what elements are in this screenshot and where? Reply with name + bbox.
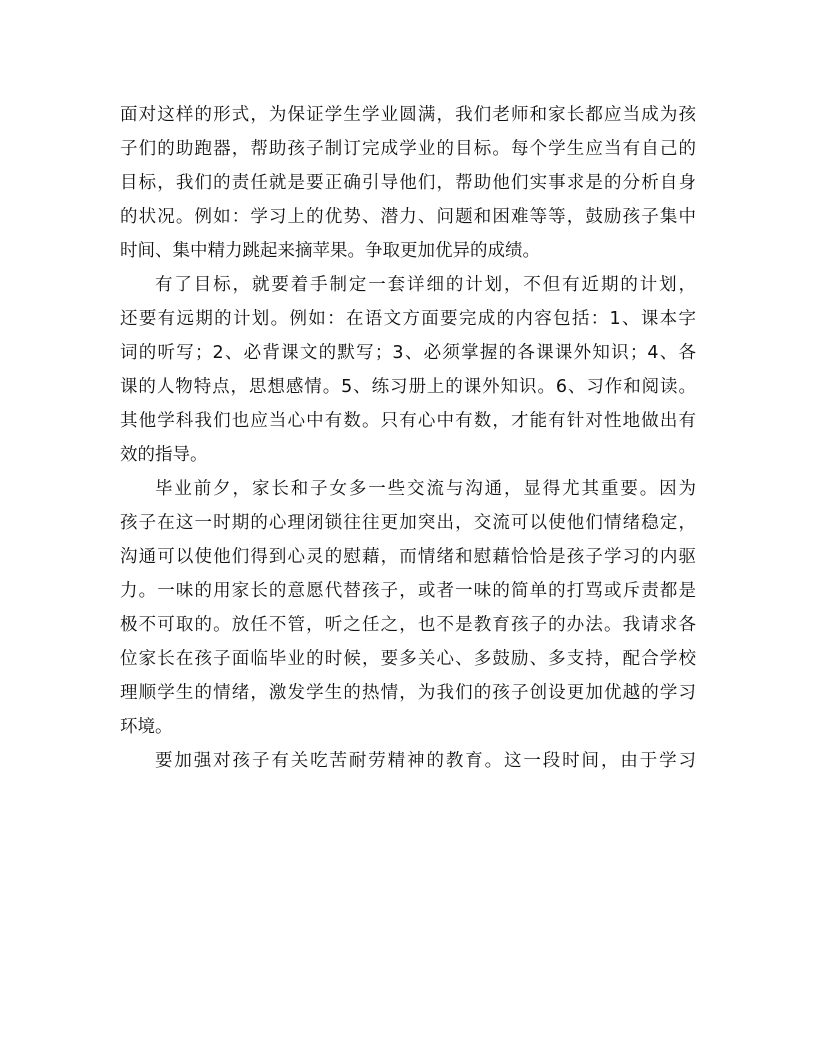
- text-line: 有了目标，就要着手制定一套详细的计划，不但有近期的计划，: [155, 275, 696, 295]
- text-line: 力。一味的用家长的意愿代替孩子，或者一味的简单的打骂或斥责都是: [120, 581, 696, 601]
- text-line: 环境。: [120, 717, 173, 737]
- text-line: 其他学科我们也应当心中有数。只有心中有数，才能有针对性地做出有: [120, 411, 696, 431]
- text-line: 的状况。例如：学习上的优势、潜力、问题和困难等等，鼓励孩子集中: [120, 207, 696, 227]
- text-line: 孩子在这一时期的心理闭锁往往更加突出，交流可以使他们情绪稳定，: [120, 513, 696, 533]
- text-line: 极不可取的。放任不管，听之任之，也不是教育孩子的办法。我请求各: [120, 615, 696, 635]
- text-line: 要加强对孩子有关吃苦耐劳精神的教育。这一段时间，由于学习: [155, 751, 696, 771]
- text-line: 还要有远期的计划。例如：在语文方面要完成的内容包括：1、课本字: [120, 309, 696, 329]
- document-body: [120, 98, 696, 778]
- text-line: 词的听写；2、必背课文的默写；3、必须掌握的各课课外知识；4、各: [120, 343, 696, 363]
- text-line: 毕业前夕，家长和子女多一些交流与沟通，显得尤其重要。因为: [155, 479, 696, 499]
- text-line: 位家长在孩子面临毕业的时候，要多关心、多鼓励、多支持，配合学校: [120, 649, 696, 669]
- text-line: 课的人物特点，思想感情。5、练习册上的课外知识。6、习作和阅读。: [120, 377, 696, 397]
- text-line: 面对这样的形式，为保证学生学业圆满，我们老师和家长都应当成为孩: [120, 105, 696, 125]
- text-line: 沟通可以使他们得到心灵的慰藉，而情绪和慰藉恰恰是孩子学习的内驱: [120, 547, 696, 567]
- text-line: 目标，我们的责任就是要正确引导他们，帮助他们实事求是的分析自身: [120, 173, 696, 193]
- text-line: 理顺学生的情绪，激发学生的热情，为我们的孩子创设更加优越的学习: [120, 683, 696, 703]
- text-line: 时间、集中精力跳起来摘苹果。争取更加优异的成绩。: [120, 241, 540, 261]
- text-line: 子们的助跑器，帮助孩子制订完成学业的目标。每个学生应当有自己的: [120, 139, 696, 159]
- text-line: 效的指导。: [120, 445, 208, 465]
